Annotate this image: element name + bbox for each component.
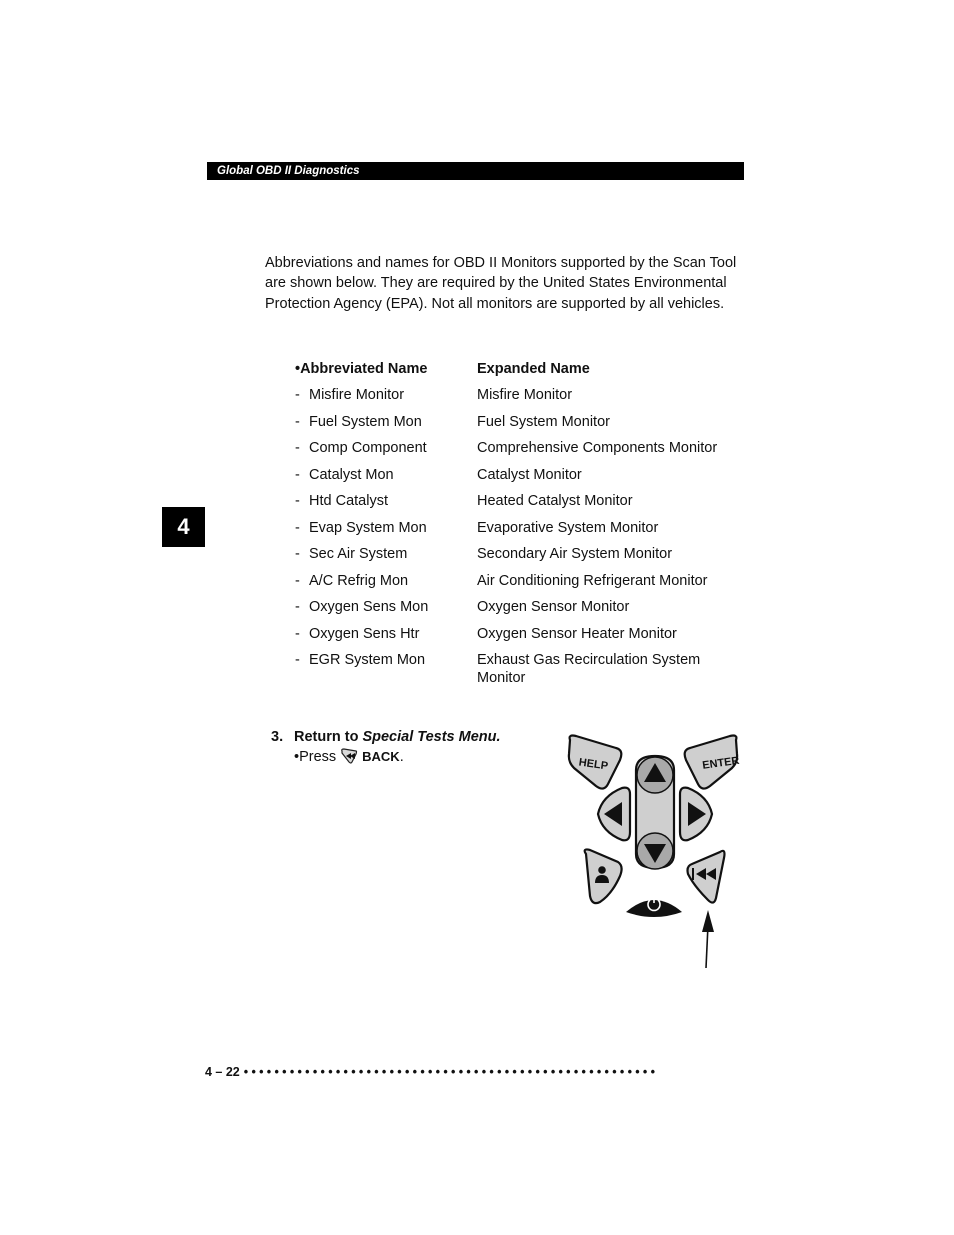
row-dash: - [295, 546, 300, 562]
back-key-label: BACK [362, 749, 400, 764]
abbreviated-name: Htd Catalyst [309, 493, 388, 509]
abbreviated-name: Catalyst Mon [309, 466, 394, 483]
back-key-icon [340, 748, 358, 770]
expanded-name-cell: Exhaust Gas Recirculation System Monitor [477, 652, 701, 686]
press-text: •Press [294, 749, 337, 765]
abbreviated-name: A/C Refrig Mon [309, 572, 409, 589]
power-key [626, 895, 682, 917]
back-key [688, 851, 725, 903]
step-line-2 [271, 747, 501, 770]
table-row [295, 466, 742, 493]
row-dash: - [295, 493, 300, 509]
expanded-name-cell: Oxygen Sensor Monitor [477, 599, 630, 615]
abbreviated-name-cell [295, 572, 477, 599]
step-menu-name: Special Tests Menu. [362, 729, 501, 745]
monitor-table [295, 360, 742, 687]
header-expanded-name: Expanded Name [477, 361, 590, 377]
table-row [295, 545, 742, 572]
abbreviated-name-cell [295, 439, 477, 466]
user-key [585, 850, 622, 904]
expanded-name-cell: Evaporative System Monitor [477, 519, 659, 536]
row-dash: - [295, 440, 300, 456]
pointer-arrow [702, 910, 714, 968]
abbreviated-name-cell [295, 598, 477, 625]
abbreviated-name: Evap System Mon [309, 519, 427, 536]
expanded-name-cell: Misfire Monitor [477, 387, 573, 403]
table-header-row [295, 360, 742, 386]
down-arrow-key [637, 833, 673, 869]
monitor-rows [295, 386, 742, 687]
row-dash: - [295, 519, 300, 536]
expanded-name-cell: Secondary Air System Monitor [477, 546, 673, 562]
enter-key [685, 736, 741, 789]
row-dash: - [295, 599, 300, 615]
table-row [295, 625, 742, 652]
abbreviated-name: EGR System Mon [309, 652, 426, 668]
left-arrow-key [598, 788, 630, 841]
row-dash: - [295, 413, 300, 430]
page-footer [205, 1064, 745, 1080]
expanded-name-cell: Catalyst Monitor [477, 466, 582, 483]
table-row [295, 519, 742, 546]
abbreviated-name: Oxygen Sens Mon [309, 599, 429, 615]
step-number: 3. [271, 729, 284, 745]
abbreviated-name-cell [295, 413, 477, 440]
step-text: Return to [294, 729, 359, 745]
abbreviated-name-cell [295, 492, 477, 519]
abbreviated-name: Sec Air System [309, 546, 408, 562]
abbreviated-name-cell [295, 519, 477, 546]
running-header-title: Global OBD II Diagnostics [217, 165, 360, 177]
abbreviated-name: Oxygen Sens Htr [309, 625, 420, 642]
chapter-tab: 4 [162, 507, 205, 547]
row-dash: - [295, 652, 300, 668]
table-row [295, 572, 742, 599]
expanded-name-cell: Heated Catalyst Monitor [477, 493, 633, 509]
abbreviated-name-cell [295, 545, 477, 572]
abbreviated-name-cell [295, 466, 477, 493]
row-dash: - [295, 387, 300, 403]
enter-key-label: ENTER [701, 754, 741, 772]
abbreviated-name-cell [295, 625, 477, 652]
running-header [207, 162, 744, 180]
table-row [295, 386, 742, 413]
abbreviated-name: Misfire Monitor [309, 387, 405, 403]
table-row [295, 651, 742, 687]
expanded-name-cell: Fuel System Monitor [477, 413, 610, 430]
abbreviated-name-cell [295, 651, 477, 687]
abbreviated-name: Fuel System Mon [309, 413, 422, 430]
step-period: . [399, 749, 404, 765]
help-key [569, 736, 621, 789]
header-abbreviated-name: •Abbreviated Name [295, 361, 428, 377]
up-arrow-key [637, 757, 673, 793]
row-dash: - [295, 572, 300, 589]
expanded-name-cell: Air Conditioning Refrigerant Monitor [477, 572, 708, 589]
right-arrow-key [680, 788, 712, 841]
help-key-label: HELP [577, 756, 609, 773]
keypad-illustration [560, 732, 750, 977]
row-dash: - [295, 466, 300, 483]
step-return-special-tests [271, 727, 501, 770]
table-row [295, 492, 742, 519]
page-number: 4 – 22 [205, 1065, 240, 1079]
abbreviated-name: Comp Component [309, 440, 427, 456]
table-row [295, 598, 742, 625]
intro-paragraph: Abbreviations and names for OBD II Monitors supported by the Scan Tool are shown below. They are required by the United States Environmental Protection Agency (EPA). Not all monitors are supported by all vehicles. [265, 255, 737, 312]
table-row [295, 439, 742, 466]
footer-dot-leader: •••••••••••••••••••••••••••••••••••••••••••••••••••••• [243, 1065, 659, 1079]
table-row [295, 413, 742, 440]
step-line-1 [271, 727, 501, 747]
abbreviated-name-cell [295, 386, 477, 413]
expanded-name-cell: Oxygen Sensor Heater Monitor [477, 625, 677, 642]
row-dash: - [295, 625, 300, 642]
expanded-name-cell: Comprehensive Components Monitor [477, 440, 718, 456]
